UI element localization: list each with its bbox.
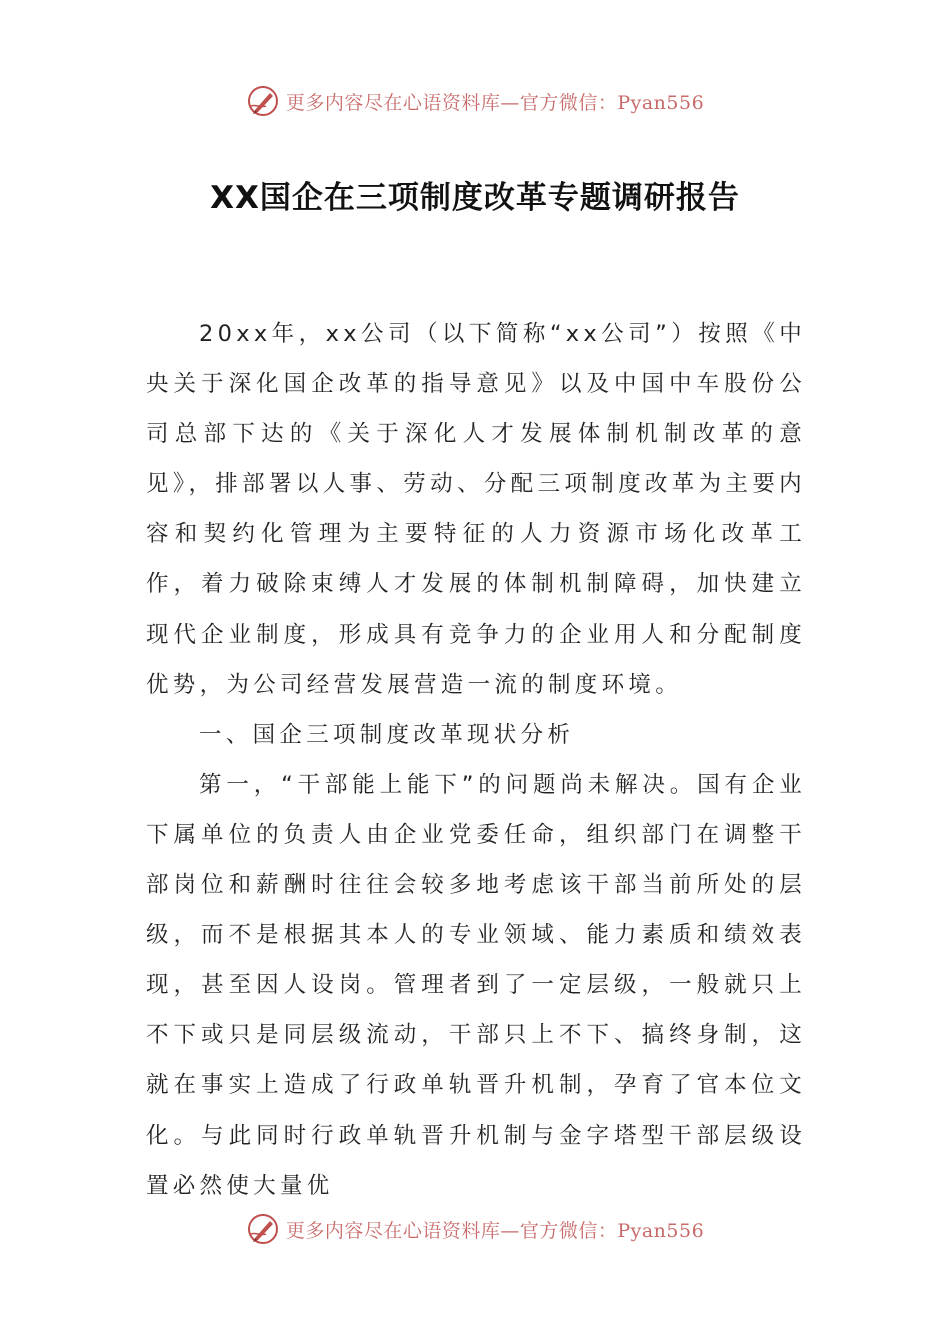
document-body: [146, 309, 806, 1211]
paragraph-first-point: 第一，“干部能上能下”的问题尚未解决。国有企业下属单位的负责人由企业党委任命，组织部门在调整干部岗位和薪酬时往往会较多地考虑该干部当前所处的层级，而不是根据其本人的专业领域、能力素质和绩效表现，甚至因人设岗。管理者到了一定层级，一般就只上不下或只是同层级流动，干部只上不下、搞终身制，这就在事实上造成了行政单轨晋升机制，孕育了官本位文化。与此同时行政单轨晋升机制与金字塔型干部层级设置必然使大量优: [146, 771, 806, 1199]
header-watermark: [0, 84, 950, 118]
footer-watermark-text: 更多内容尽在心语资料库—官方微信：Pyan556: [285, 1219, 705, 1242]
document-title: XX国企在三项制度改革专题调研报告: [210, 180, 740, 216]
footer-watermark: [0, 1212, 950, 1246]
section-heading: 一、国企三项制度改革现状分析: [199, 721, 575, 748]
pen-logo-icon: [246, 84, 280, 118]
watermark-text: 更多内容尽在心语资料库—官方微信：Pyan556: [285, 91, 705, 114]
pen-logo-icon: [246, 1212, 280, 1246]
paragraph-intro: 20xx年，xx公司（以下简称“xx公司”）按照《中央关于深化国企改革的指导意见》以及中国中车股份公司总部下达的《关于深化人才发展体制机制改革的意见》，排部署以人事、劳动、分配三项制度改革为主要内容和契约化管理为主要特征的人力资源市场化改革工作，着力破除束缚人才发展的体制机制障碍，加快建立现代企业制度，形成具有竞争力的企业用人和分配制度优势，为公司经营发展营造一流的制度环境。: [146, 321, 806, 698]
